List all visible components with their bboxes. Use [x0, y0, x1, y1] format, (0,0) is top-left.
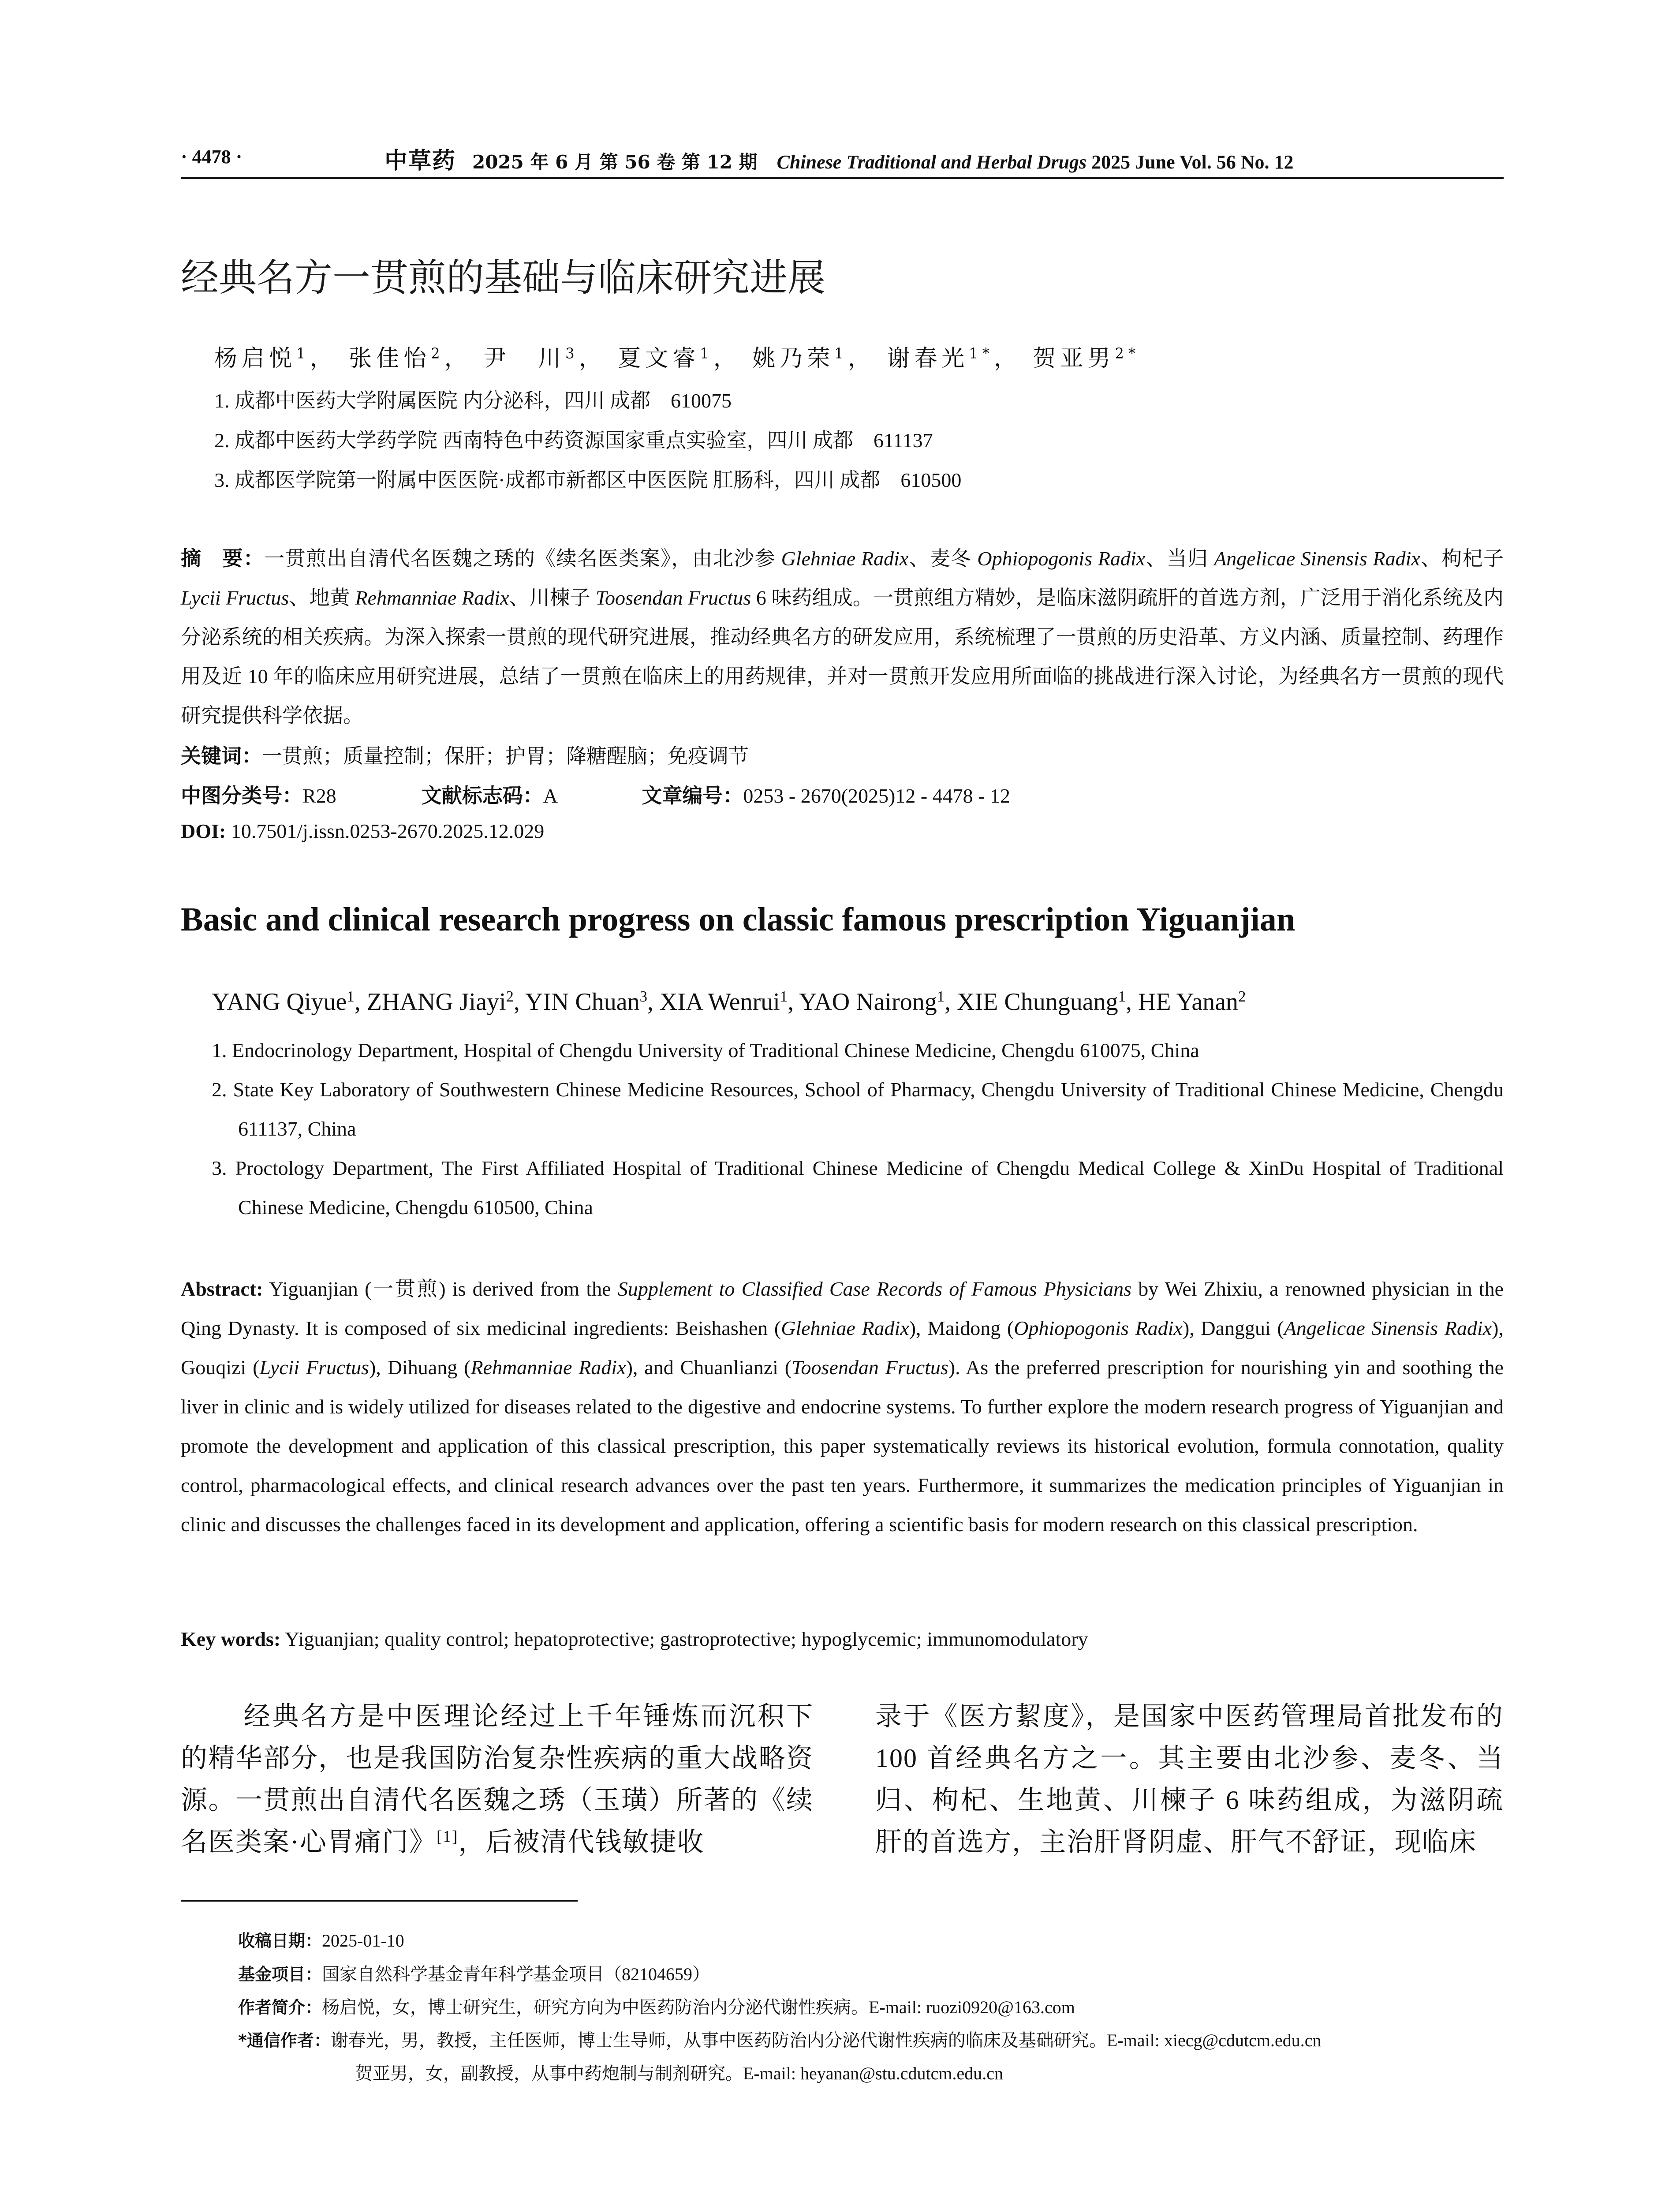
author-en: HE Yanan: [1138, 988, 1239, 1016]
doi: [181, 819, 544, 843]
clc-value: R28: [302, 785, 336, 807]
footnote-rule: [181, 1900, 578, 1902]
author-sup: 1: [780, 987, 788, 1005]
author-cn: 姚乃荣: [752, 345, 835, 372]
author-en: YIN Chuan: [525, 988, 640, 1016]
affiliation-en-3: 3. Proctology Department, The First Affiliated Hospital of Traditional Chinese Medicine of Chengdu Medical College & XinDu Hospital of Traditional Chinese Medicine, Chengdu 610500, China: [212, 1157, 1504, 1218]
latin-name: Ophiopogonis Radix: [977, 547, 1146, 570]
issue-en: 2025 June Vol. 56 No. 12: [1091, 151, 1294, 173]
header-rule: [181, 177, 1504, 179]
latin-name: Lycii Fructus: [259, 1356, 370, 1379]
author-en: YAO Nairong: [799, 988, 937, 1016]
classification-row: [181, 780, 1010, 809]
affiliation-cn-3: 3. 成都医学院第一附属中医医院·成都市新都区中医医院 肛肠科，四川 成都 610500: [214, 469, 962, 491]
keywords-en-label: Key words:: [181, 1628, 281, 1650]
latin-name: Ophiopogonis Radix: [1014, 1317, 1183, 1339]
doi-value: 10.7501/j.issn.0253-2670.2025.12.029: [231, 820, 545, 842]
abstract-en-text: ), and Chuanlianzi (: [626, 1356, 792, 1379]
journal-name-en: Chinese Traditional and Herbal Drugs: [777, 151, 1087, 173]
issue-cn: 2025 年 6 月 第 56 卷 第 12 期: [472, 151, 758, 173]
clc-label: 中图分类号：: [181, 784, 302, 807]
footnote-author-bio: [238, 1993, 1075, 2018]
author-en: YANG Qiyue: [212, 988, 347, 1016]
footnote-received: [238, 1927, 404, 1951]
abstract-cn-text: 6 味药组成。一贯煎组方精妙，是临床滋阴疏肝的首选方剂，广泛用于消化系统及内分泌系统的相关疾病。为深入探索一贯煎的现代研究进展，推动经典名方的研发应用，系统梳理了一贯煎的历史沿革、方义内涵、质量控制、药理作用及近 10 年的临床应用研究进展，总结了一贯煎在临床上的用药规律，并对一贯煎开发应用所面临的挑战进行深入讨论，为经典名方一贯煎的现代研究提供科学依据。: [181, 587, 1504, 727]
latin-name: Glehniae Radix: [781, 1317, 909, 1339]
abstract-cn-text: 、枸杞子: [1420, 547, 1504, 570]
latin-name: Angelicae Sinensis Radix: [1214, 547, 1420, 570]
abstract-cn-text: 、川楝子: [509, 587, 596, 609]
keywords-cn: [181, 740, 749, 769]
abstract-en-text: ), Danggui (: [1182, 1317, 1284, 1339]
abstract-en-text: ), Gouqizi (: [181, 1317, 1504, 1379]
doi-label: DOI:: [181, 820, 226, 842]
author-cn: 张佳怡: [349, 345, 431, 372]
body-text: ，后被清代钱敏捷收: [458, 1828, 705, 1857]
abstract-en-text: ), Dihuang (: [369, 1356, 471, 1379]
author-en: ZHANG Jiayi: [366, 988, 506, 1016]
author-sup: 3: [565, 345, 579, 362]
author-en: XIA Wenrui: [659, 988, 780, 1016]
author-sup: 1: [296, 345, 310, 362]
bio-label: 作者简介：: [238, 1998, 322, 2017]
journal-logo: 中草药: [385, 147, 456, 174]
keywords-cn-text: 一贯煎；质量控制；保肝；护胃；降糖醒脑；免疫调节: [262, 745, 749, 767]
abstract-en-label: Abstract:: [181, 1278, 263, 1300]
author-cn: 杨启悦: [214, 345, 297, 372]
latin-name: Glehniae Radix: [781, 547, 909, 570]
latin-name: Rehmanniae Radix: [470, 1356, 626, 1379]
author-cn: 尹 川: [483, 345, 566, 372]
abstract-en: [181, 1269, 1504, 1544]
latin-name: Angelicae Sinensis Radix: [1284, 1317, 1492, 1339]
keywords-en: [181, 1627, 1088, 1651]
corr-value-1: 谢春光，男，教授，主任医师，博士生导师，从事中医药防治内分泌代谢性疾病的临床及基础研究。E-mail: xiecg@cdutcm.edu.cn: [330, 2030, 1322, 2050]
latin-name: Toosendan Fructus: [791, 1356, 948, 1379]
doc-code-value: A: [543, 785, 557, 807]
author-sup: 1: [834, 345, 848, 362]
authors-cn: 杨启悦$^1$， 张佳怡$^2$， 尹 川$^3$， 夏文睿$^1$， 姚乃荣$^1$， 谢春光$^{1*}$， 贺亚男$^{2*}$: [214, 345, 1140, 372]
affiliation-cn-1: 1. 成都中医药大学附属医院 内分泌科，四川 成都 610075: [214, 389, 732, 412]
fund-value: 国家自然科学基金青年科学基金项目（82104659）: [322, 1964, 710, 1984]
author-cn: 谢春光: [887, 345, 969, 372]
author-sup: 2: [506, 987, 514, 1005]
book-title: Supplement to Classified Case Records of Famous Physicians: [617, 1278, 1132, 1300]
author-sup: 2*: [1115, 345, 1140, 362]
keywords-en-text: Yiguanjian; quality control; hepatoprotective; gastroprotective; hypoglycemic; immunomodulatory: [280, 1628, 1088, 1650]
author-cn: 夏文睿: [618, 345, 700, 372]
title-en: Basic and clinical research progress on classic famous prescription Yiguanjian: [181, 901, 1295, 938]
affiliation-en-2: 2. State Key Laboratory of Southwestern Chinese Medicine Resources, School of Pharmacy, Chengdu University of Traditional Chinese Medicine, Chengdu 611137, China: [212, 1078, 1504, 1140]
abstract-en-text: Yiguanjian (一贯煎) is derived from the: [263, 1278, 618, 1300]
author-sup: 1*: [969, 345, 994, 362]
footnote-corresponding-2: 贺亚男，女，副教授，从事中药炮制与制剂研究。E-mail: heyanan@stu.cdutcm.edu.cn: [355, 2063, 1003, 2083]
footnote-fund: [238, 1960, 710, 1985]
article-no-label: 文章编号：: [642, 784, 743, 807]
abstract-cn-text: 、地黄: [289, 587, 355, 609]
body-column-left: [181, 1696, 814, 1863]
author-sup: 1: [1118, 987, 1126, 1005]
corr-label: *通信作者：: [238, 2031, 331, 2050]
author-sup: 2: [1238, 987, 1246, 1005]
affiliation-cn-2: 2. 成都中医药大学药学院 西南特色中药资源国家重点实验室，四川 成都 611137: [214, 429, 933, 452]
citation: [1]: [436, 1828, 459, 1846]
author-sup: 1: [347, 987, 355, 1005]
authors-en: YANG Qiyue$^1$, ZHANG Jiayi$^2$, YIN Chuan$^3$, XIA Wenrui$^1$, YAO Nairong$^1$, XIE Chunguang$^1$, HE Yanan$^2$: [212, 987, 1246, 1016]
abstract-cn-text: 、麦冬: [908, 547, 978, 570]
body-text: 经典名方是中医理论经过上千年锤炼而沉积下的精华部分，也是我国防治复杂性疾病的重大战略资源。一贯煎出自清代名医魏之琇（玉璜）所著的《续名医类案·心胃痛门》: [181, 1702, 814, 1857]
article-no-value: 0253 - 2670(2025)12 - 4478 - 12: [743, 785, 1010, 807]
doc-code-label: 文献标志码：: [421, 784, 543, 807]
author-sup: 1: [937, 987, 945, 1005]
author-sup: 2: [431, 345, 444, 362]
body-column-right: 录于《医方絜度》，是国家中医药管理局首批发布的 100 首经典名方之一。其主要由北沙参、麦冬、当归、枸杞、生地黄、川楝子 6 味药组成，为滋阴疏肝的首选方，主治肝肾阴虚、肝气不舒证，现临床: [875, 1702, 1504, 1857]
abstract-en-text: by Wei Zhixiu, a renowned physician in the Qing Dynasty. It is composed of six medicinal ingredients: Beishashen (: [181, 1278, 1504, 1339]
received-label: 收稿日期：: [238, 1931, 322, 1951]
title-cn: 经典名方一贯煎的基础与临床研究进展: [181, 256, 825, 300]
latin-name: Rehmanniae Radix: [355, 587, 509, 609]
affiliation-en-1: 1. Endocrinology Department, Hospital of Chengdu University of Traditional Chinese Medicine, Chengdu 610075, China: [212, 1039, 1199, 1061]
abstract-en-text: ), Maidong (: [909, 1317, 1014, 1339]
author-en: XIE Chunguang: [957, 988, 1118, 1016]
latin-name: Lycii Fructus: [181, 587, 289, 609]
abstract-en-text: ). As the preferred prescription for nourishing yin and soothing the liver in clinic and is widely utilized for diseases related to the digestive and endocrine systems. To further explore the modern research progress of Yiguanjian and promote the development and application of this classical prescription, this paper systematically reviews its historical evolution, formula connotation, quality control, pharmacological effects, and clinical research advances over the past ten years. Furthermore, it summarizes the medication principles of Yiguanjian in clinic and discusses the challenges faced in its development and application, offering a scientific basis for modern research on this classical prescription.: [181, 1356, 1504, 1536]
fund-label: 基金项目：: [238, 1965, 322, 1984]
abstract-cn: [181, 539, 1504, 735]
journal-header: [385, 142, 1294, 175]
keywords-cn-label: 关键词：: [181, 744, 262, 768]
abstract-cn-text: 、当归: [1145, 547, 1214, 570]
author-cn: 贺亚男: [1033, 345, 1115, 372]
footnote-corresponding: [238, 2026, 1322, 2052]
abstract-cn-label: 摘 要：: [181, 546, 265, 570]
bio-value: 杨启悦，女，博士研究生，研究方向为中医药防治内分泌代谢性疾病。E-mail: ruozi0920@163.com: [322, 1997, 1075, 2017]
page-number: · 4478 ·: [181, 146, 243, 168]
received-value: 2025-01-10: [322, 1931, 404, 1951]
author-sup: 1: [700, 345, 713, 362]
author-sup: 3: [639, 987, 647, 1005]
latin-name: Toosendan Fructus: [595, 587, 751, 609]
abstract-cn-text: 一贯煎出自清代名医魏之琇的《续名医类案》，由北沙参: [264, 547, 781, 570]
